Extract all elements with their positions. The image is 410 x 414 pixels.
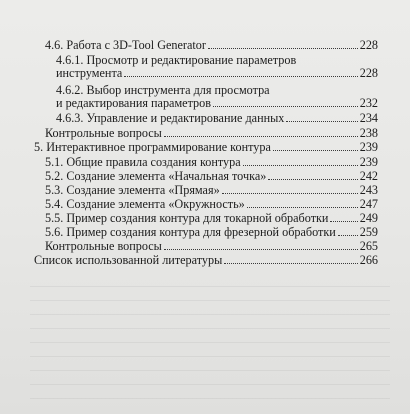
toc-entry-page: 266 <box>359 253 378 267</box>
toc-entry-title: 4.6.3. Управление и редактирование данных <box>56 111 285 125</box>
toc-entry <box>45 156 378 169</box>
toc-entry-title: 5.5. Пример создания контура для токарной обработки <box>45 211 329 225</box>
leader-dots <box>213 106 358 107</box>
leader-dots <box>286 121 357 122</box>
toc-entry <box>45 226 378 239</box>
leader-dots <box>273 150 358 151</box>
toc-entry <box>45 240 378 253</box>
show-through-line <box>30 398 390 399</box>
toc-entry <box>45 184 378 197</box>
toc-entry-page: 239 <box>359 140 378 154</box>
toc-entry-page: 259 <box>359 225 378 239</box>
toc-entry <box>45 212 378 225</box>
toc-entry-page: 247 <box>359 197 378 211</box>
toc-entry-title-line2: и редактирования параметров <box>56 96 211 110</box>
toc-entry-title: 5.4. Создание элемента «Окружность» <box>45 197 245 211</box>
show-through-line <box>30 356 390 357</box>
toc-entry <box>34 254 378 267</box>
toc-entry-page: 265 <box>359 239 378 253</box>
toc-entry-title: 5.3. Создание элемента «Прямая» <box>45 183 220 197</box>
toc-entry <box>45 198 378 211</box>
leader-dots <box>222 193 358 194</box>
toc-entry-title: 4.6. Работа с 3D-Tool Generator <box>45 38 206 52</box>
leader-dots <box>243 165 358 166</box>
toc-entry-page: 234 <box>359 111 378 125</box>
show-through-line <box>30 370 390 371</box>
leader-dots <box>247 207 358 208</box>
show-through-line <box>30 328 390 329</box>
leader-dots <box>164 249 358 250</box>
toc-entry-page: 243 <box>359 183 378 197</box>
toc-entry-title-line1: 4.6.2. Выбор инструмента для просмотра <box>56 83 270 97</box>
toc-entry-title: 5.6. Пример создания контура для фрезерной обработки <box>45 225 336 239</box>
toc-entry-title: 5.2. Создание элемента «Начальная точка» <box>45 169 267 183</box>
show-through-line <box>30 286 390 287</box>
toc-entry-page: 242 <box>359 169 378 183</box>
toc-entry-title: Контрольные вопросы <box>45 239 162 253</box>
toc-entry <box>56 54 378 80</box>
show-through-line <box>30 342 390 343</box>
leader-dots <box>330 221 357 222</box>
leader-dots <box>124 76 357 77</box>
toc-entry-page: 238 <box>359 126 378 140</box>
toc-entry-page: 228 <box>359 38 378 52</box>
toc-entry-title: 5.1. Общие правила создания контура <box>45 155 241 169</box>
toc-entry-title: Контрольные вопросы <box>45 126 162 140</box>
leader-dots <box>224 263 357 264</box>
toc-entry-page: 228 <box>359 66 378 80</box>
leader-dots <box>338 235 358 236</box>
toc-entry-page: 249 <box>359 211 378 225</box>
toc-entry <box>56 84 378 110</box>
toc-entry <box>56 112 378 125</box>
toc-entry-title: 5. Интерактивное программирование контура <box>34 140 271 154</box>
toc-entry-title-line1: 4.6.1. Просмотр и редактирование параметров <box>56 53 297 67</box>
show-through-line <box>30 314 390 315</box>
toc-entry-title-line2: инструмента <box>56 66 123 80</box>
show-through-line <box>30 300 390 301</box>
toc-entry <box>45 39 378 52</box>
leader-dots <box>208 48 358 49</box>
toc-entry <box>45 170 378 183</box>
leader-dots <box>268 179 357 180</box>
show-through-line <box>30 384 390 385</box>
leader-dots <box>164 136 358 137</box>
toc-entry <box>45 127 378 140</box>
toc-entry-page: 232 <box>359 96 378 110</box>
toc-entry-title: Список использованной литературы <box>34 253 223 267</box>
toc-entry-page: 239 <box>359 155 378 169</box>
toc-entry <box>34 141 378 154</box>
